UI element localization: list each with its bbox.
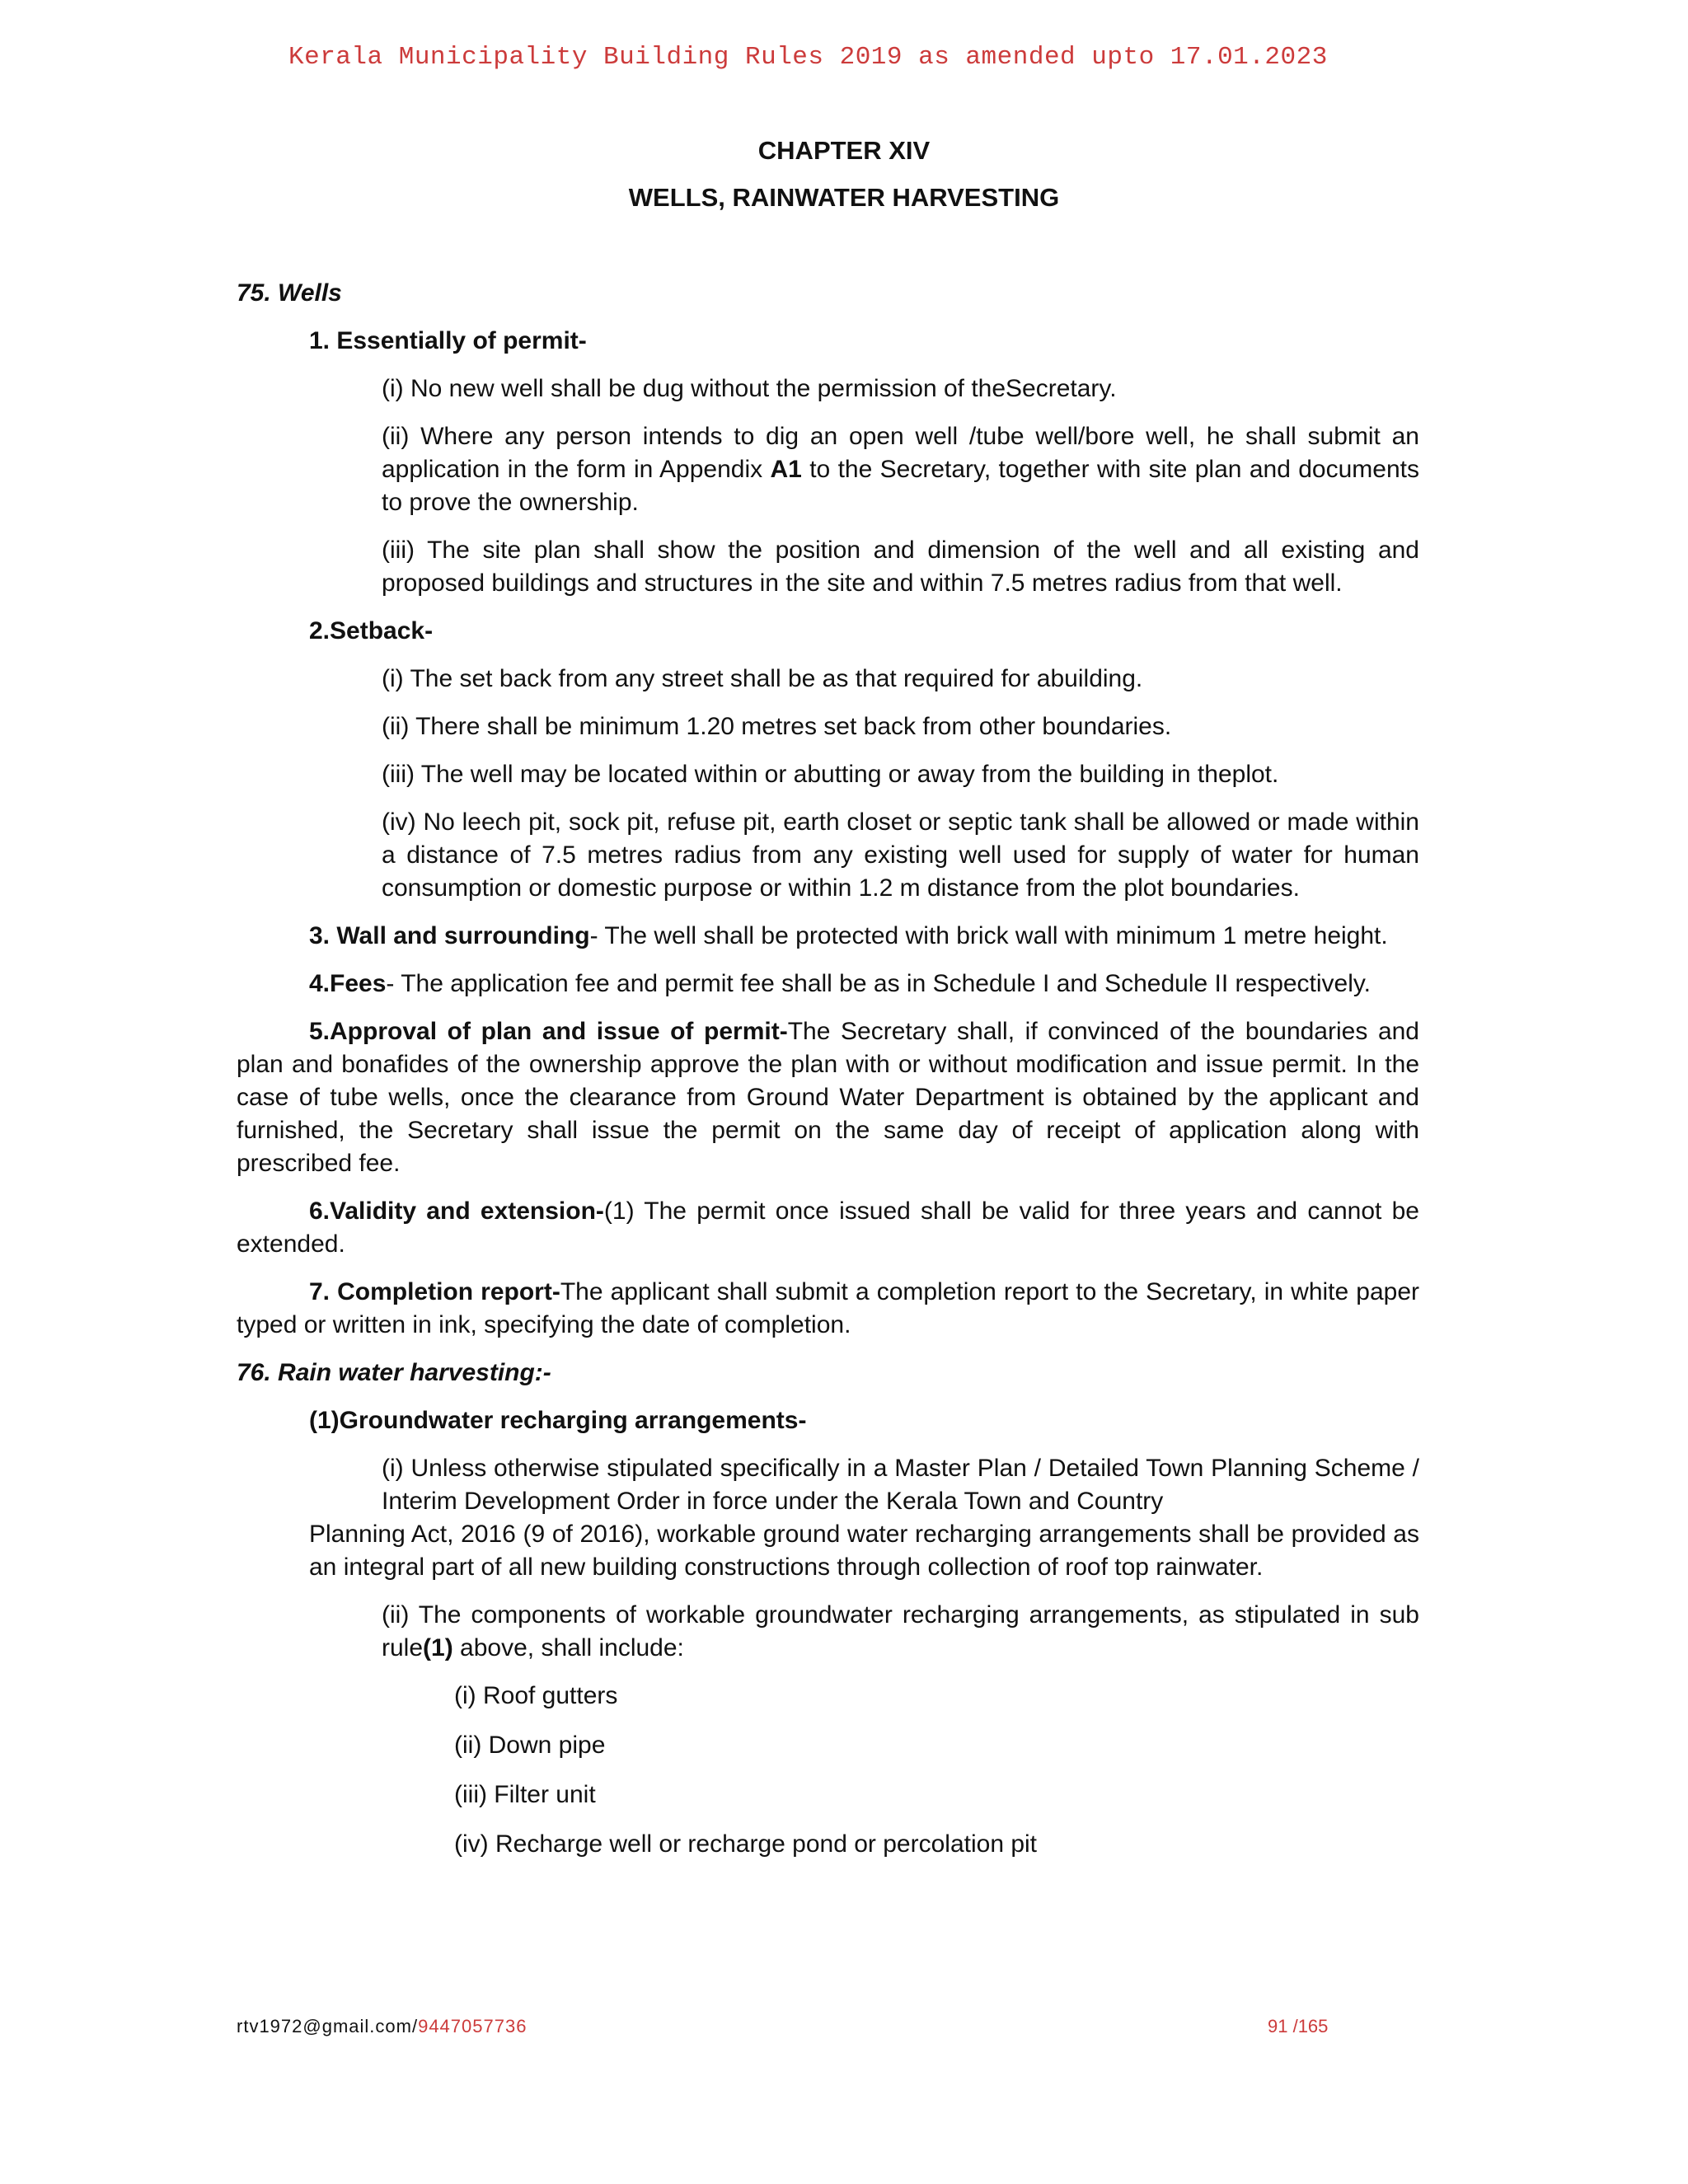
approval-paragraph: 5.Approval of plan and issue of permit-The Secretary shall, if convinced of the boundaries and plan and bonafides of the ownership approve the plan with or without modification and issue permit. In the case of tube wells, once the clearance from Ground Water Department is obtained by the applicant and furnished, the Secretary shall issue the permit on the same day of receipt of application along with prescribed fee. [237,1018,1419,1177]
setback-item-iv: (iv) No leech pit, sock pit, refuse pit, earth closet or septic tank shall be allowed or made within a distance of 7.5 metres radius from any existing well used for supply of water for human consumption or domestic purpose or within 1.2 m distance from the plot boundaries. [382,808,1419,902]
section-76-title: 76. Rain water harvesting:- [237,1359,551,1386]
permit-item-iii: (iii) The site plan shall show the position and dimension of the well and all existing and proposed buildings and structures in the site and within 7.5 metres radius from that well. [382,537,1419,597]
component-item: (i) Roof gutters [454,1682,618,1709]
chapter-title: WELLS, RAINWATER HARVESTING [628,183,1060,212]
wall-paragraph: 3. Wall and surrounding- The well shall be protected with brick wall with minimum 1 metre height. [309,922,1388,949]
footer-email: rtv1972@gmail.com/ [237,2016,419,2036]
sub-heading-permit: 1. Essentially of permit- [309,327,587,354]
chapter-number: CHAPTER XIV [757,136,931,165]
footer-contact [237,2016,527,2037]
component-item: (iv) Recharge well or recharge pond or percolation pit [454,1830,1038,1858]
component-item: (ii) Down pipe [454,1732,606,1759]
running-header: Kerala Municipality Building Rules 2019 as amended upto 17.01.2023 [288,43,1328,72]
recharging-item-ii: (ii) The components of workable groundwater recharging arrangements, as stipulated in sub rule(1) above, shall include: [382,1601,1419,1661]
page-number: 91 /165 [1268,2016,1329,2036]
footer-phone: 9447057736 [418,2016,528,2036]
permit-item-i: (i) No new well shall be dug without the permission of theSecretary. [382,375,1117,402]
sub-heading-setback: 2.Setback- [309,617,434,644]
validity-paragraph: 6.Validity and extension-(1) The permit once issued shall be valid for three years and cannot be extended. [237,1197,1419,1258]
setback-item-iii: (iii) The well may be located within or abutting or away from the building in theplot. [382,761,1279,788]
completion-paragraph: 7. Completion report-The applicant shall submit a completion report to the Secretary, in white paper typed or written in ink, specifying the date of completion. [237,1278,1419,1338]
recharging-item-i: (i) Unless otherwise stipulated specifically in a Master Plan / Detailed Town Planning Scheme / Interim Development Order in force under the Kerala Town and Country Planning Act, 2016 (9 of 2016), workable ground water recharging arrangements shall be provided as an integral part of all new building constructions through collection of roof top rainwater. [309,1455,1419,1581]
sub-heading-recharging: (1)Groundwater recharging arrangements- [309,1407,807,1434]
component-item: (iii) Filter unit [454,1781,596,1808]
section-75-title: 75. Wells [237,279,342,307]
setback-item-ii: (ii) There shall be minimum 1.20 metres set back from other boundaries. [382,713,1172,740]
fees-paragraph: 4.Fees- The application fee and permit fee shall be as in Schedule I and Schedule II respectively. [309,970,1372,997]
document-body [237,277,1419,1877]
setback-item-i: (i) The set back from any street shall be as that required for abuilding. [382,665,1143,692]
permit-item-ii: (ii) Where any person intends to dig an open well /tube well/bore well, he shall submit an application in the form in Appendix A1 to the Secretary, together with site plan and documents to prove the ownership. [382,423,1419,516]
